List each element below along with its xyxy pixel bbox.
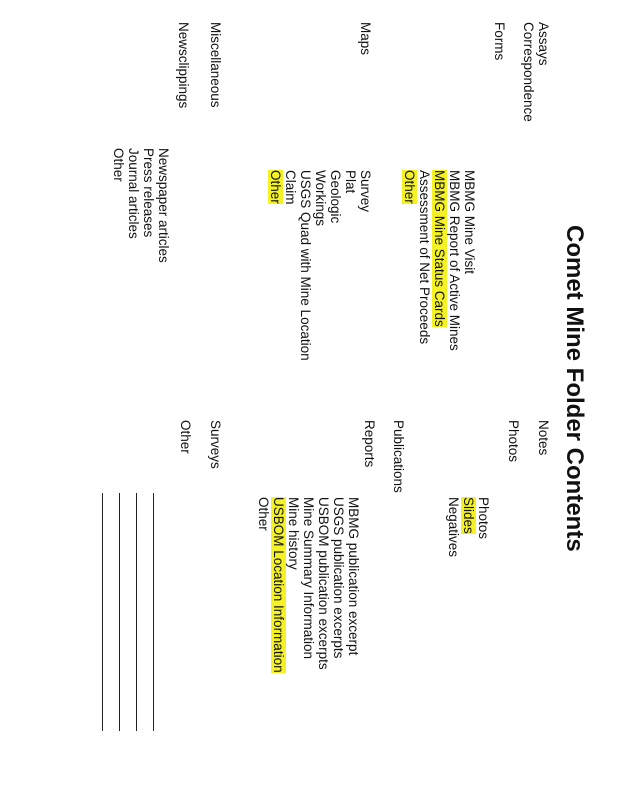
forms-item-mine-visit: MBMG Mine Visit [462, 170, 477, 275]
maps-item-survey: Survey [358, 170, 373, 213]
highlight-mark: MBMG Mine Status Cards [432, 170, 447, 327]
category-newsclippings: Newsclippings [176, 22, 191, 109]
category-notes: Notes [536, 420, 551, 456]
news-item-other: Other [111, 148, 126, 182]
maps-item-claim: Claim [283, 170, 298, 205]
reports-item-summary: Mine Summary Information [301, 497, 316, 660]
write-in-line [119, 493, 120, 731]
reports-item-usgs: USGS publication excerpts [331, 497, 346, 659]
category-photos: Photos [506, 420, 521, 463]
reports-item-history: Mine history [286, 497, 301, 570]
category-publications: Publications [391, 420, 406, 493]
news-item-press: Press releases [141, 148, 156, 238]
reports-item-mbmg: MBMG publication excerpt [346, 497, 361, 656]
maps-item-plat: Plat [343, 170, 358, 194]
maps-item-geologic: Geologic [328, 170, 343, 224]
category-surveys: Surveys [208, 420, 223, 469]
photos-item-slides [461, 497, 476, 534]
news-item-journal: Journal articles [126, 148, 141, 239]
news-item-newspaper: Newspaper articles [156, 148, 171, 263]
forms-item-mine-status-cards [432, 170, 447, 327]
reports-item-usbom-location [271, 497, 286, 673]
reports-item-other: Other [256, 497, 271, 531]
highlight-mark: Slides [461, 497, 476, 534]
write-in-line [153, 493, 154, 731]
write-in-line [102, 493, 103, 731]
photos-item-negatives: Negatives [446, 497, 461, 558]
forms-item-other [402, 170, 417, 204]
highlight-mark: Other [402, 170, 417, 204]
maps-item-workings: Workings [313, 170, 328, 227]
forms-item-net-proceeds: Assessment of Net Proceeds [417, 170, 432, 345]
category-reports: Reports [362, 420, 377, 468]
highlight-mark: USBOM Location Information [271, 497, 286, 673]
page-title: Comet Mine Folder Contents [561, 225, 588, 552]
category-assays: Assays [536, 22, 551, 66]
category-miscellaneous: Miscellaneous [208, 22, 223, 108]
write-in-line [136, 493, 137, 731]
photos-item-photos: Photos [476, 497, 491, 540]
maps-item-usgs-quad: USGS Quad with Mine Location [298, 170, 313, 361]
category-forms: Forms [492, 22, 507, 61]
category-other: Other [178, 420, 193, 454]
category-maps: Maps [358, 22, 373, 56]
reports-item-usbom: USBOM publication excerpts [316, 497, 331, 670]
maps-item-other [268, 170, 283, 204]
highlight-mark: Other [268, 170, 283, 204]
forms-item-report-active-mines: MBMG Report of Active Mines [447, 170, 462, 351]
category-correspondence: Correspondence [521, 22, 536, 122]
